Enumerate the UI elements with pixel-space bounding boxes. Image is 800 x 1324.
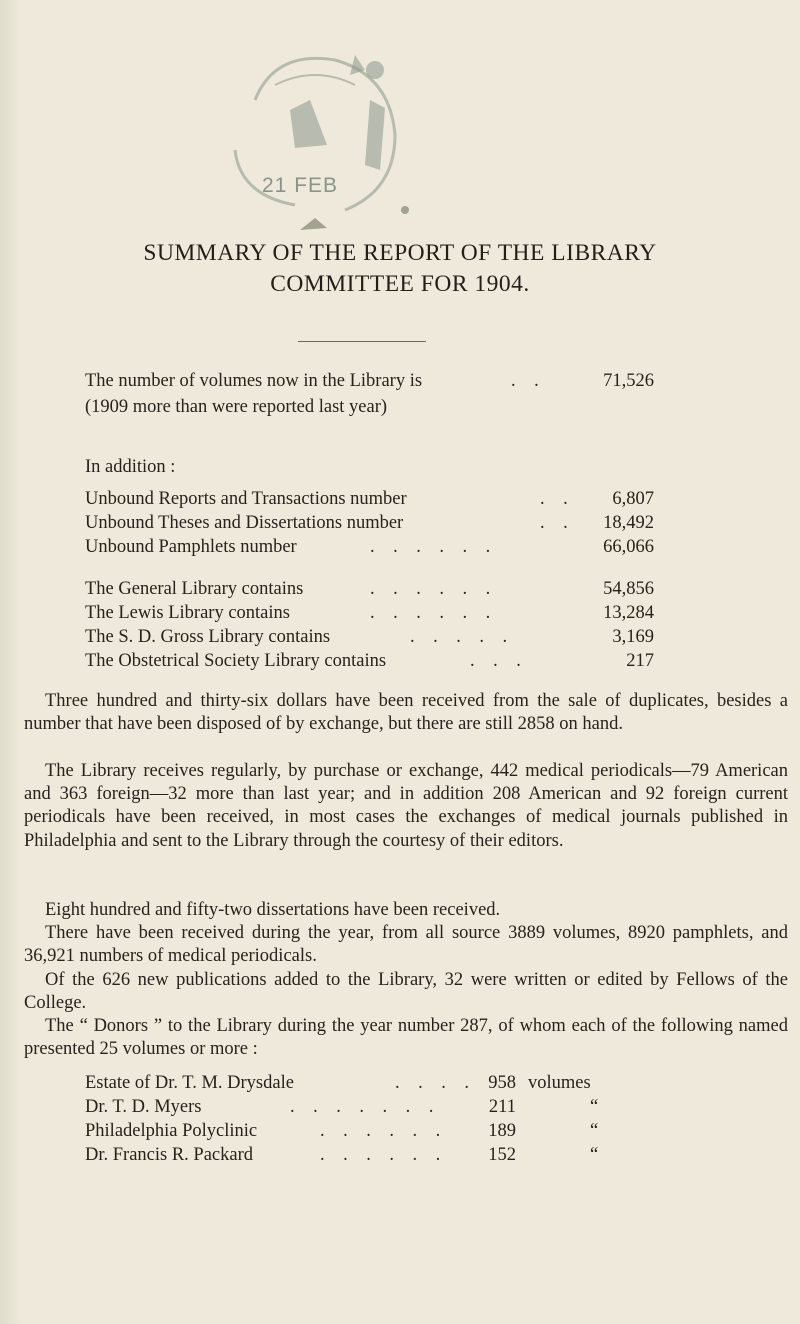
donor-count: 211 [488,1097,516,1117]
title-divider [298,341,426,342]
paragraph-fellows: Of the 626 new publications added to the Library, 32 were written or edited by Fellows of the College. [24,970,788,1014]
page-title-line-2: COMMITTEE FOR 1904. [270,271,530,297]
row-label: The General Library contains [85,579,304,599]
paragraph-donors: The “ Donors ” to the Library during the year number 287, of whom each of the following named presented 25 volumes or more : [24,1016,788,1060]
leader-dots: . . . . . . [320,1145,441,1165]
leader-dots: . . [540,489,568,509]
row-value: 66,066 [603,537,654,557]
row-value: 6,807 [612,489,654,509]
scan-edge-shadow [0,0,22,1324]
leader-dots: . . . . [395,1073,469,1093]
donor-unit: volumes [528,1073,591,1093]
donor-name: Philadelphia Polyclinic [85,1121,258,1141]
volumes-value: 71,526 [603,371,654,391]
row-label: Unbound Reports and Transactions number [85,489,407,509]
stamp-seal-icon [215,30,415,230]
leader-dots: . . . . . [410,627,508,647]
donor-unit: “ [590,1145,599,1165]
paragraph-dissertations: Eight hundred and fifty-two dissertations have been received. [45,900,501,920]
stamp-date: 21 FEB [262,174,339,197]
row-value: 18,492 [603,513,654,533]
donor-name: Dr. T. D. Myers [85,1097,202,1117]
row-label: Unbound Pamphlets number [85,537,297,557]
row-value: 217 [626,651,654,671]
page-title-line-1: SUMMARY OF THE REPORT OF THE LIBRARY [143,240,657,266]
donor-unit: “ [590,1097,599,1117]
row-value: 3,169 [612,627,654,647]
row-value: 13,284 [603,603,654,623]
donor-count: 152 [488,1145,516,1165]
row-value: 54,856 [603,579,654,599]
donor-count: 958 [488,1073,516,1093]
leader-dots: . . [511,371,539,391]
library-stamp [215,30,415,230]
leader-dots: . . . . . . [370,537,491,557]
donor-name: Estate of Dr. T. M. Drysdale [85,1073,294,1093]
donor-count: 189 [488,1121,516,1141]
row-label: The Obstetrical Society Library contains [85,651,387,671]
paragraph-periodicals: The Library receives regularly, by purchase or exchange, 442 medical periodicals—79 American and 363 foreign—32 more than last year; and in addition 208 American and 92 foreign current periodicals have been received, in most cases the exchanges of medical journals published in Philadelphia and sent to the Library through the courtesy of their editors. [24,761,788,851]
leader-dots: . . . [470,651,521,671]
leader-dots: . . . . . . . [290,1097,434,1117]
donor-unit: “ [590,1121,599,1141]
leader-dots: . . [540,513,568,533]
paragraph-received: There have been received during the year, from all source 3889 volumes, 8920 pamphlets, and 36,921 numbers of medical periodicals. [24,923,788,967]
row-label: Unbound Theses and Dissertations number [85,513,404,533]
row-label: The S. D. Gross Library contains [85,627,331,647]
row-label: The Lewis Library contains [85,603,290,623]
leader-dots: . . . . . . [370,579,491,599]
volumes-note: (1909 more than were reported last year) [85,397,388,417]
leader-dots: . . . . . . [370,603,491,623]
leader-dots: . . . . . . [320,1121,441,1141]
paragraph-sales: Three hundred and thirty-six dollars have been received from the sale of duplicates, besides a number that have been disposed of by exchange, but there are still 2858 on hand. [24,691,788,735]
volumes-label: The number of volumes now in the Library is [85,371,423,391]
addition-heading: In addition : [85,457,176,477]
donor-name: Dr. Francis R. Packard [85,1145,254,1165]
